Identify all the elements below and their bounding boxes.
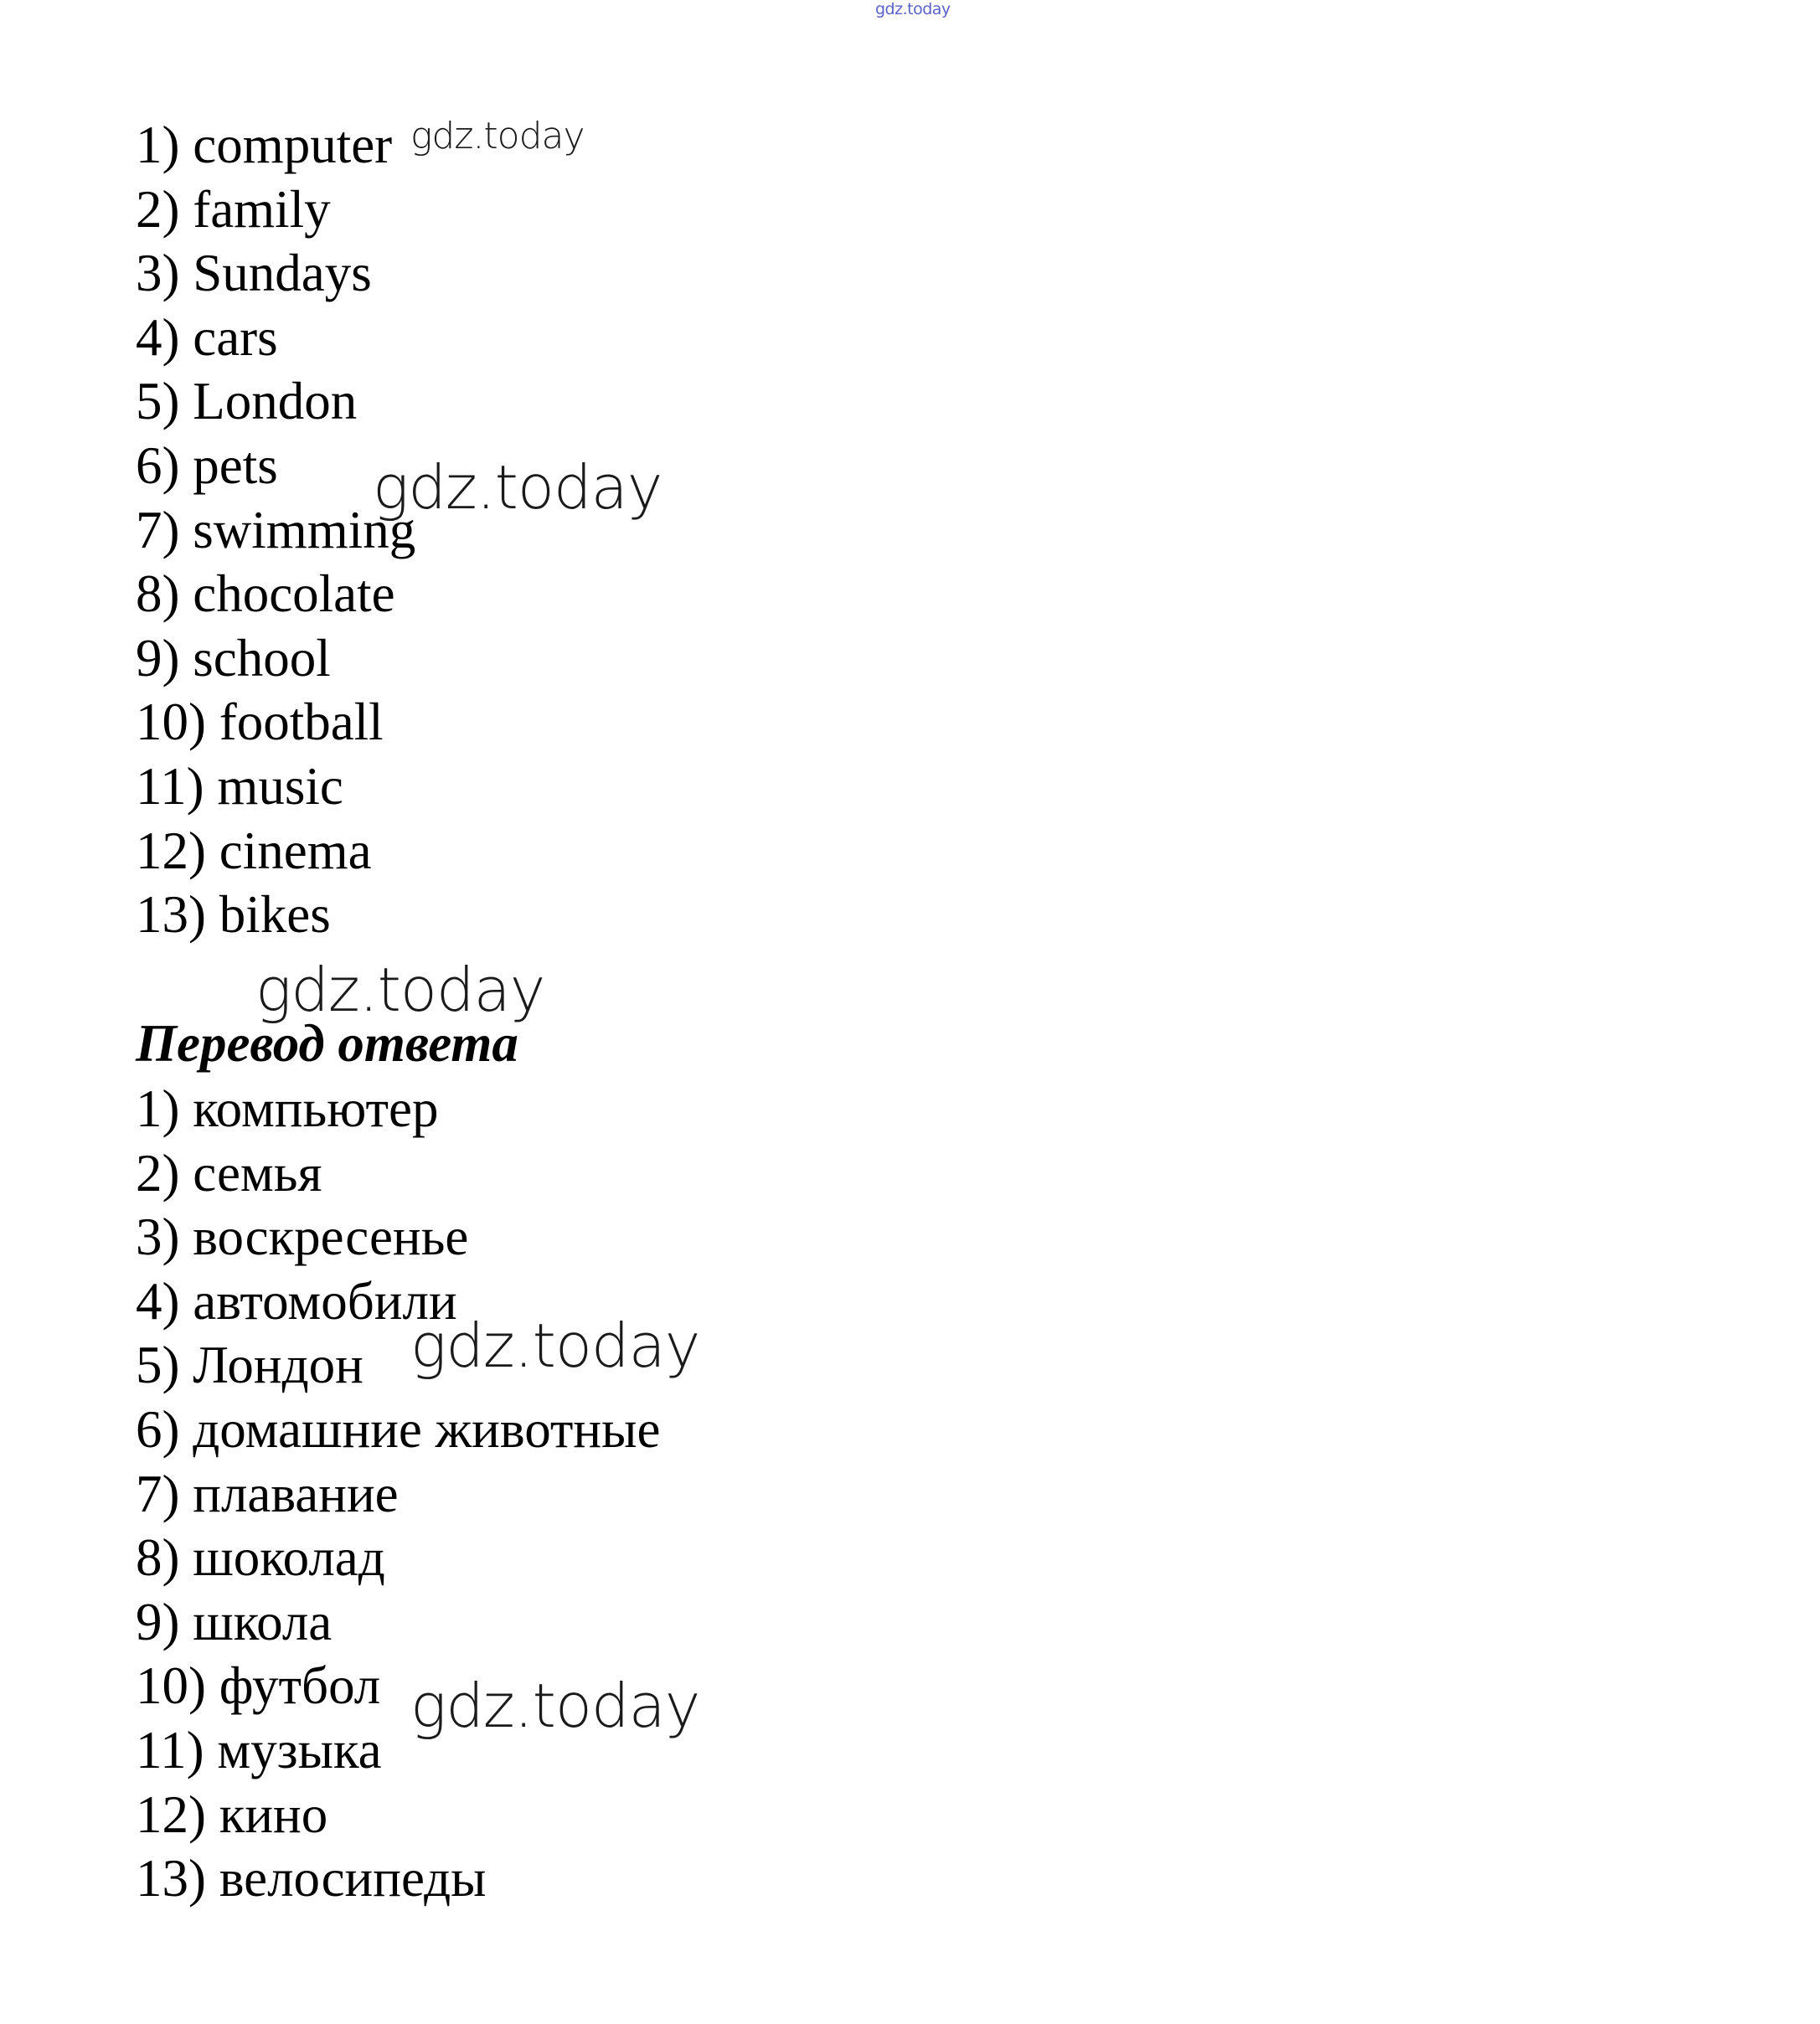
- list-item: 5) London: [136, 372, 358, 431]
- list-item: 11) music: [136, 756, 343, 816]
- list-item: 6) домашние животные: [136, 1399, 661, 1459]
- watermark: gdz.today: [255, 955, 545, 1025]
- header-watermark: gdz.today: [875, 0, 951, 18]
- list-item: 2) family: [136, 179, 331, 239]
- list-item: 10) футбол: [136, 1656, 381, 1716]
- watermark: gdz.today: [410, 1311, 700, 1381]
- answer-list-russian: [136, 1077, 660, 1911]
- list-item: 7) swimming: [136, 500, 416, 559]
- list-item: 7) плавание: [136, 1464, 399, 1523]
- list-item: 10) football: [136, 693, 384, 752]
- list-item: 8) chocolate: [136, 564, 395, 624]
- list-item: 12) cinema: [136, 821, 372, 880]
- watermark: gdz.today: [410, 115, 585, 157]
- list-item: 1) computer: [136, 116, 393, 174]
- answer-list-english: [136, 113, 415, 947]
- translation-heading: Перевод ответа: [136, 1014, 518, 1073]
- list-item: 5) Лондон: [136, 1336, 363, 1395]
- list-item: 4) cars: [136, 307, 278, 367]
- list-item: 9) школа: [136, 1592, 333, 1651]
- list-item: 13) велосипеды: [136, 1849, 487, 1908]
- list-item: 13) bikes: [136, 885, 331, 945]
- list-item: 12) кино: [136, 1785, 328, 1844]
- list-item: 3) воскресенье: [136, 1208, 469, 1267]
- watermark: gdz.today: [373, 452, 663, 523]
- list-item: 9) school: [136, 628, 331, 688]
- list-item: 4) автомобили: [136, 1271, 457, 1331]
- list-item: 2) семья: [136, 1143, 322, 1203]
- list-item: 1) компьютер: [136, 1079, 439, 1138]
- list-item: 11) музыка: [136, 1720, 382, 1779]
- watermark: gdz.today: [410, 1671, 700, 1741]
- list-item: 8) шоколад: [136, 1528, 385, 1588]
- list-item: 3) Sundays: [136, 244, 372, 303]
- list-item: 6) pets: [136, 435, 278, 495]
